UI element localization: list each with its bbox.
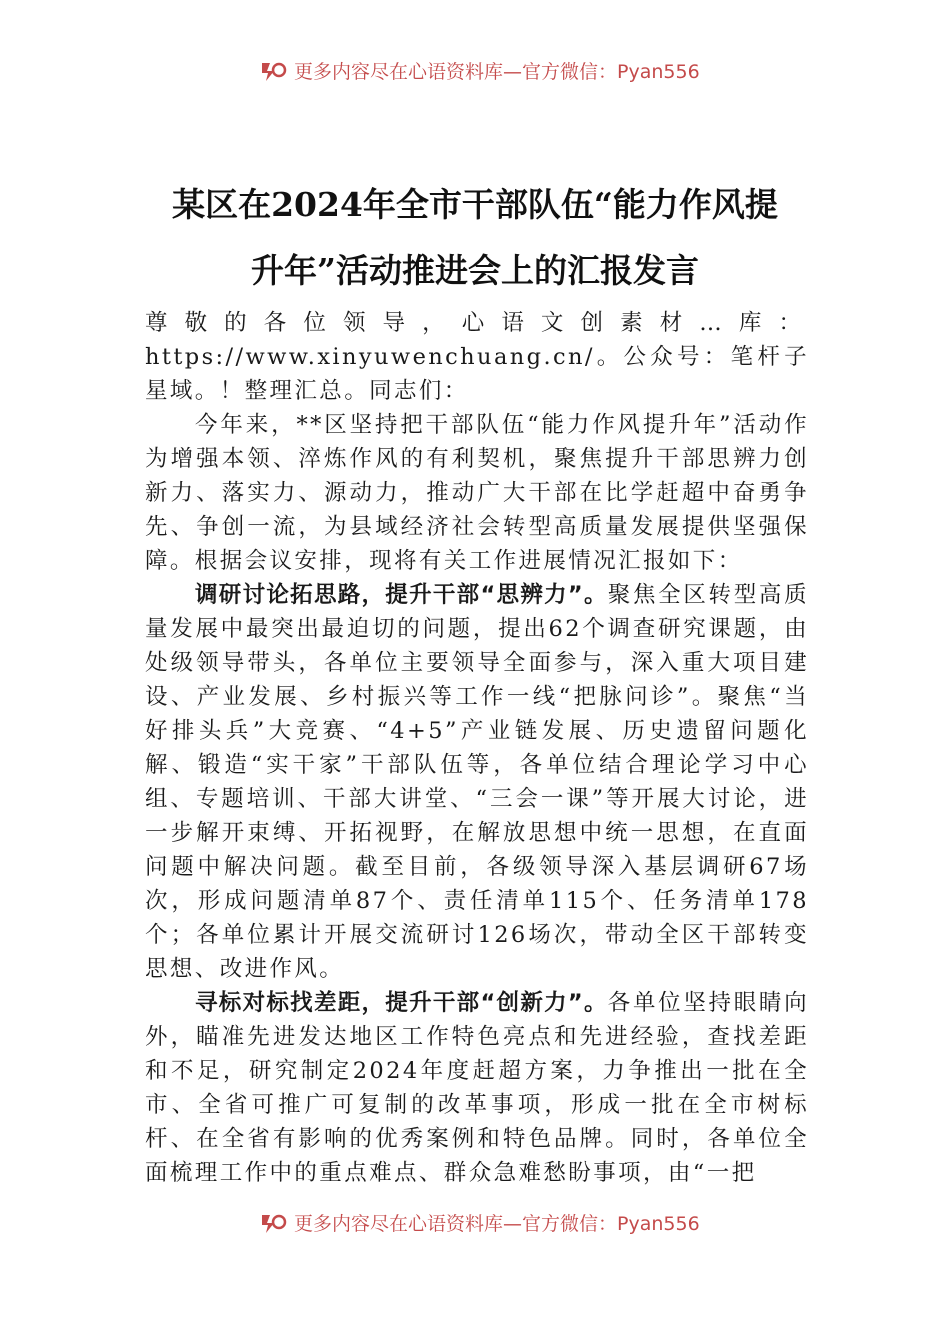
header-banner-text: 更多内容尽在心语资料库—官方微信：Pyan556 <box>294 60 700 83</box>
logo-icon <box>258 1209 288 1235</box>
paragraph-innovation <box>145 986 809 1190</box>
title-line-1: 某区在2024年全市干部队伍“能力作风提 <box>172 185 778 224</box>
title-line-2: 升年”活动推进会上的汇报发言 <box>251 251 699 290</box>
greeting-paragraph <box>145 306 809 408</box>
greeting-lead: 尊敬的各位领导，心语文创素材…库： <box>145 310 809 336</box>
footer-banner-text: 更多内容尽在心语资料库—官方微信：Pyan556 <box>294 1212 700 1235</box>
header-banner <box>258 56 700 84</box>
paragraph-intro: 今年来，**区坚持把干部队伍“能力作风提升年”活动作为增强本领、淬炼作风的有利契机，聚焦提升干部思辨力创新力、落实力、源动力，推动广大干部在比学赶超中奋勇争先、争创一流，为县域经济社会转型高质量发展提供坚强保障。根据会议安排，现将有关工作进展情况汇报如下： <box>145 412 809 574</box>
document-title <box>145 172 805 304</box>
paragraph-innovation-text: 各单位坚持眼睛向外，瞄准先进发达地区工作特色亮点和先进经验，查找差距和不足，研究制定2024年度赶超方案，力争推出一批在全市、全省可推广可复制的改革事项，形成一批在全市树标杆、在全省有影响的优秀案例和特色品牌。同时，各单位全面梳理工作中的重点难点、群众急难愁盼事项，由“一把 <box>145 990 810 1186</box>
paragraph-thinking-text: 聚焦全区转型高质量发展中最突出最迫切的问题，提出62个调查研究课题，由处级领导带头，各单位主要领导全面参与，深入重大项目建设、产业发展、乡村振兴等工作一线“把脉问诊”。聚焦“当好排头兵”大竞赛、“4+5”产业链发展、历史遗留问题化解、锻造“实干家”干部队伍等，各单位结合理论学习中心组、专题培训、干部大讲堂、“三会一课”等开展大讨论，进一步解开束缚、开拓视野，在解放思想中统一思想，在直面问题中解决问题。截至目前，各级领导深入基层调研67场次，形成问题清单87个、责任清单115个、任务清单178个；各单位累计开展交流研讨126场次，带动全区干部转变思想、改进作风。 <box>145 582 810 982</box>
paragraph-thinking <box>145 578 809 986</box>
paragraph-thinking-heading: 调研讨论拓思路，提升干部“思辨力”。 <box>195 582 608 608</box>
paragraph-innovation-heading: 寻标对标找差距，提升干部“创新力”。 <box>195 990 608 1016</box>
greeting-rest: https://www.xinyuwenchuang.cn/。公众号：笔杆子星域。！整理汇总。同志们： <box>145 344 809 404</box>
logo-icon <box>258 57 288 83</box>
footer-banner <box>258 1208 700 1236</box>
document-body <box>145 306 809 1190</box>
